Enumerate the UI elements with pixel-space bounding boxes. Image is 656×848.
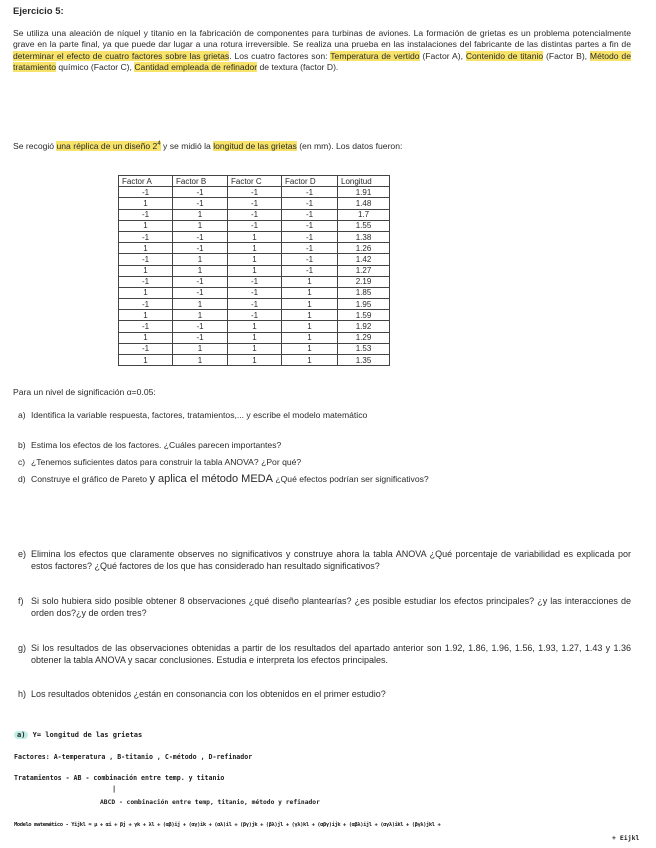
table-cell: 1 xyxy=(173,254,228,265)
table-cell: -1 xyxy=(119,299,173,310)
intro-text: químico (Factor C), xyxy=(56,62,135,73)
highlight-factor-b: Contenido de titanio xyxy=(465,50,544,61)
question-text-meda: y aplica el método MEDA xyxy=(149,473,273,485)
table-cell: -1 xyxy=(228,187,282,198)
table-cell: 1.55 xyxy=(338,220,390,231)
table-cell: -1 xyxy=(228,220,282,231)
table-cell: 1 xyxy=(119,287,173,298)
handwritten-model: Modelo matemático - Yijkl = μ + αi + βj + γk + λl + (αβ)ij + (αγ)ik + (αλ)il + (βγ)jk + (βλ)jl + (γλ)kl + (αβγ)ijk + (αβλ)ijl + (αγλ)ikl + (βγλ)jkl + xyxy=(14,822,441,828)
question-letter: e) xyxy=(18,549,27,559)
table-header: Factor A xyxy=(119,176,173,187)
table-cell: -1 xyxy=(173,231,228,242)
table-cell: -1 xyxy=(173,243,228,254)
table-row xyxy=(119,254,390,265)
design-paragraph xyxy=(13,139,631,152)
question-g xyxy=(18,642,631,667)
table-row xyxy=(119,287,390,298)
table-cell: -1 xyxy=(228,198,282,209)
table-row xyxy=(119,276,390,287)
table-cell: 1 xyxy=(119,355,173,366)
table-cell: -1 xyxy=(282,243,338,254)
table-cell: -1 xyxy=(282,220,338,231)
table-cell: -1 xyxy=(119,254,173,265)
table-cell: -1 xyxy=(228,209,282,220)
highlight-objective: determinar el efecto de cuatro factores sobre las grietas xyxy=(13,50,230,61)
question-text: Construye el gráfico de Pareto xyxy=(31,474,150,484)
highlight-factor-a: Temperatura de vertido xyxy=(330,50,420,61)
design-highlight-text: una réplica de un diseño 2 xyxy=(56,140,158,151)
handwritten-treatments: Tratamientos - AB - combinación entre temp. y titanio xyxy=(14,774,225,782)
table-cell: -1 xyxy=(173,187,228,198)
table-row xyxy=(119,209,390,220)
table-cell: -1 xyxy=(282,265,338,276)
table-header-row xyxy=(119,176,390,187)
question-letter: d) xyxy=(18,474,26,484)
intro-text: Se utiliza una aleación de níquel y titanio en la fabricación de componentes para turbinas de aviones. La formación de grietas es un problema potencialmente grave en la parte final, ya que puede dar lugar a una rotura irreversible. Se realiza una prueba en las instalaciones del fabricante de las distintas partes a fin de xyxy=(13,28,631,50)
table-row xyxy=(119,321,390,332)
table-cell: 1 xyxy=(282,321,338,332)
table-cell: -1 xyxy=(119,343,173,354)
table-cell: -1 xyxy=(119,321,173,332)
table-cell: -1 xyxy=(173,332,228,343)
table-cell: -1 xyxy=(119,209,173,220)
table-cell: -1 xyxy=(173,198,228,209)
significance-level: Para un nivel de significación α=0.05: xyxy=(13,387,156,397)
exercise-title: Ejercicio 5: xyxy=(13,6,64,17)
table-cell: 1.91 xyxy=(338,187,390,198)
table-cell: 1 xyxy=(282,355,338,366)
question-h xyxy=(18,688,631,700)
handwritten-line: Y= longitud de las grietas xyxy=(32,731,143,739)
design-exponent: 4 xyxy=(157,141,161,147)
table-header: Factor D xyxy=(282,176,338,187)
question-d xyxy=(18,473,631,485)
table-row xyxy=(119,299,390,310)
handwritten-factors: Factores: A-temperatura , B-titanio , C-método , D-refinador xyxy=(14,753,253,761)
highlight-factor-d: Cantidad empleada de refinador xyxy=(134,62,258,73)
table-cell: -1 xyxy=(282,231,338,242)
design-text: Se recogió xyxy=(13,140,57,151)
handwritten-abcd: ABCD - combinación entre temp, titanio, método y refinador xyxy=(100,799,320,806)
table-cell: 1 xyxy=(282,332,338,343)
table-cell: -1 xyxy=(228,310,282,321)
question-text: Estima los efectos de los factores. ¿Cuáles parecen importantes? xyxy=(31,440,282,450)
table-cell: 1 xyxy=(173,220,228,231)
question-letter: c) xyxy=(18,457,26,467)
table-cell: -1 xyxy=(282,254,338,265)
table-row xyxy=(119,220,390,231)
table-cell: -1 xyxy=(228,299,282,310)
table-cell: -1 xyxy=(119,231,173,242)
table-cell: 1.35 xyxy=(338,355,390,366)
table-cell: 1 xyxy=(282,287,338,298)
question-letter: f) xyxy=(18,596,24,606)
table-cell: -1 xyxy=(173,321,228,332)
table-cell: 1 xyxy=(173,355,228,366)
data-table xyxy=(118,175,390,366)
handwritten-error-term: + Eijkl xyxy=(612,834,640,842)
table-cell: 1 xyxy=(282,299,338,310)
highlight-factor-c: Método de tratamiento xyxy=(13,50,631,73)
table-row xyxy=(119,231,390,242)
design-text: y se midió la xyxy=(160,140,214,151)
question-text: ¿Tenemos suficientes datos para construir la tabla ANOVA? ¿Por qué? xyxy=(31,457,302,467)
table-row xyxy=(119,187,390,198)
table-cell: 1 xyxy=(119,310,173,321)
handwritten-mark: | xyxy=(112,785,117,793)
design-text: (en mm). Los datos fueron: xyxy=(296,140,403,151)
table-cell: -1 xyxy=(282,187,338,198)
table-cell: 1 xyxy=(228,231,282,242)
table-cell: 1 xyxy=(119,265,173,276)
question-letter: b) xyxy=(18,440,26,450)
table-cell: 2.19 xyxy=(338,276,390,287)
highlight-response: longitud de las grietas xyxy=(213,140,297,151)
table-cell: 1 xyxy=(173,343,228,354)
table-cell: 1.95 xyxy=(338,299,390,310)
table-cell: 1 xyxy=(228,355,282,366)
intro-paragraph xyxy=(13,28,631,74)
question-text: Si solo hubiera sido posible obtener 8 observaciones ¿qué diseño plantearías? ¿es posible estudiar los efectos principales? ¿y las interacciones de orden dos?¿y de orden tres? xyxy=(31,596,631,619)
table-cell: -1 xyxy=(228,287,282,298)
table-cell: 1.59 xyxy=(338,310,390,321)
table-row xyxy=(119,310,390,321)
table-row xyxy=(119,198,390,209)
handwritten-label: a) xyxy=(14,731,28,739)
table-header: Factor B xyxy=(173,176,228,187)
table-cell: 1.53 xyxy=(338,343,390,354)
intro-text: (Factor B), xyxy=(543,50,590,61)
table-cell: 1 xyxy=(282,276,338,287)
table-row xyxy=(119,265,390,276)
table-header: Longitud xyxy=(338,176,390,187)
table-cell: 1 xyxy=(228,332,282,343)
table-cell: 1.38 xyxy=(338,231,390,242)
table-cell: 1.7 xyxy=(338,209,390,220)
table-row xyxy=(119,332,390,343)
question-letter: g) xyxy=(18,643,27,653)
question-letter: a) xyxy=(18,410,26,420)
question-text: ¿Qué efectos podrían ser significativos? xyxy=(272,474,429,484)
table-cell: 1.85 xyxy=(338,287,390,298)
table-cell: 1 xyxy=(119,332,173,343)
question-b xyxy=(18,440,631,451)
table-cell: 1.42 xyxy=(338,254,390,265)
table-cell: 1 xyxy=(228,321,282,332)
table-cell: 1 xyxy=(119,220,173,231)
intro-text: de textura (factor D). xyxy=(257,62,339,73)
table-cell: 1.26 xyxy=(338,243,390,254)
intro-text: (Factor A), xyxy=(419,50,466,61)
question-f xyxy=(18,595,631,620)
table-cell: -1 xyxy=(282,198,338,209)
intro-text: . Los cuatro factores son: xyxy=(229,50,331,61)
table-cell: 1 xyxy=(173,265,228,276)
question-text: Los resultados obtenidos ¿están en consonancia con los obtenidos en el primer estudio? xyxy=(31,689,386,699)
table-cell: 1 xyxy=(228,254,282,265)
table-cell: 1 xyxy=(173,299,228,310)
table-cell: 1.27 xyxy=(338,265,390,276)
table-cell: 1 xyxy=(228,243,282,254)
table-cell: 1 xyxy=(282,310,338,321)
table-cell: 1 xyxy=(282,343,338,354)
question-text: Identifica la variable respuesta, factores, tratamientos,... y escribe el modelo matemático xyxy=(31,410,368,420)
table-cell: 1.48 xyxy=(338,198,390,209)
table-cell: 1.92 xyxy=(338,321,390,332)
table-cell: -1 xyxy=(119,276,173,287)
table-cell: 1 xyxy=(173,310,228,321)
handwritten-answer-a xyxy=(14,731,142,739)
table-header: Factor C xyxy=(228,176,282,187)
table-row xyxy=(119,355,390,366)
table-cell: 1 xyxy=(119,198,173,209)
question-e xyxy=(18,548,631,573)
table-cell: -1 xyxy=(282,209,338,220)
table-cell: 1 xyxy=(119,243,173,254)
table-cell: 1 xyxy=(173,209,228,220)
table-cell: -1 xyxy=(119,187,173,198)
question-text: Si los resultados de las observaciones obtenidas a partir de los resultados del apartado anterior son 1.92, 1.86, 1.96, 1.56, 1.93, 1.27, 1.43 y 1.36 obtener la tabla ANOVA y sacar conclusiones. Estudia e interpreta los efectos principales. xyxy=(31,643,631,666)
table-cell: 1.29 xyxy=(338,332,390,343)
highlight-design xyxy=(56,141,160,151)
table-cell: 1 xyxy=(228,343,282,354)
table-cell: -1 xyxy=(173,276,228,287)
table-row xyxy=(119,343,390,354)
question-c xyxy=(18,457,631,468)
table-row xyxy=(119,243,390,254)
table-cell: -1 xyxy=(228,276,282,287)
table-cell: -1 xyxy=(173,287,228,298)
question-letter: h) xyxy=(18,689,27,699)
question-a xyxy=(18,410,631,421)
table-cell: 1 xyxy=(228,265,282,276)
question-text: Elimina los efectos que claramente observes no significativos y construye ahora la tabla ANOVA ¿Qué porcentaje de variabilidad es explicada por estos factores? ¿Qué factores de los que has considerado han resultado significativos? xyxy=(31,549,631,572)
